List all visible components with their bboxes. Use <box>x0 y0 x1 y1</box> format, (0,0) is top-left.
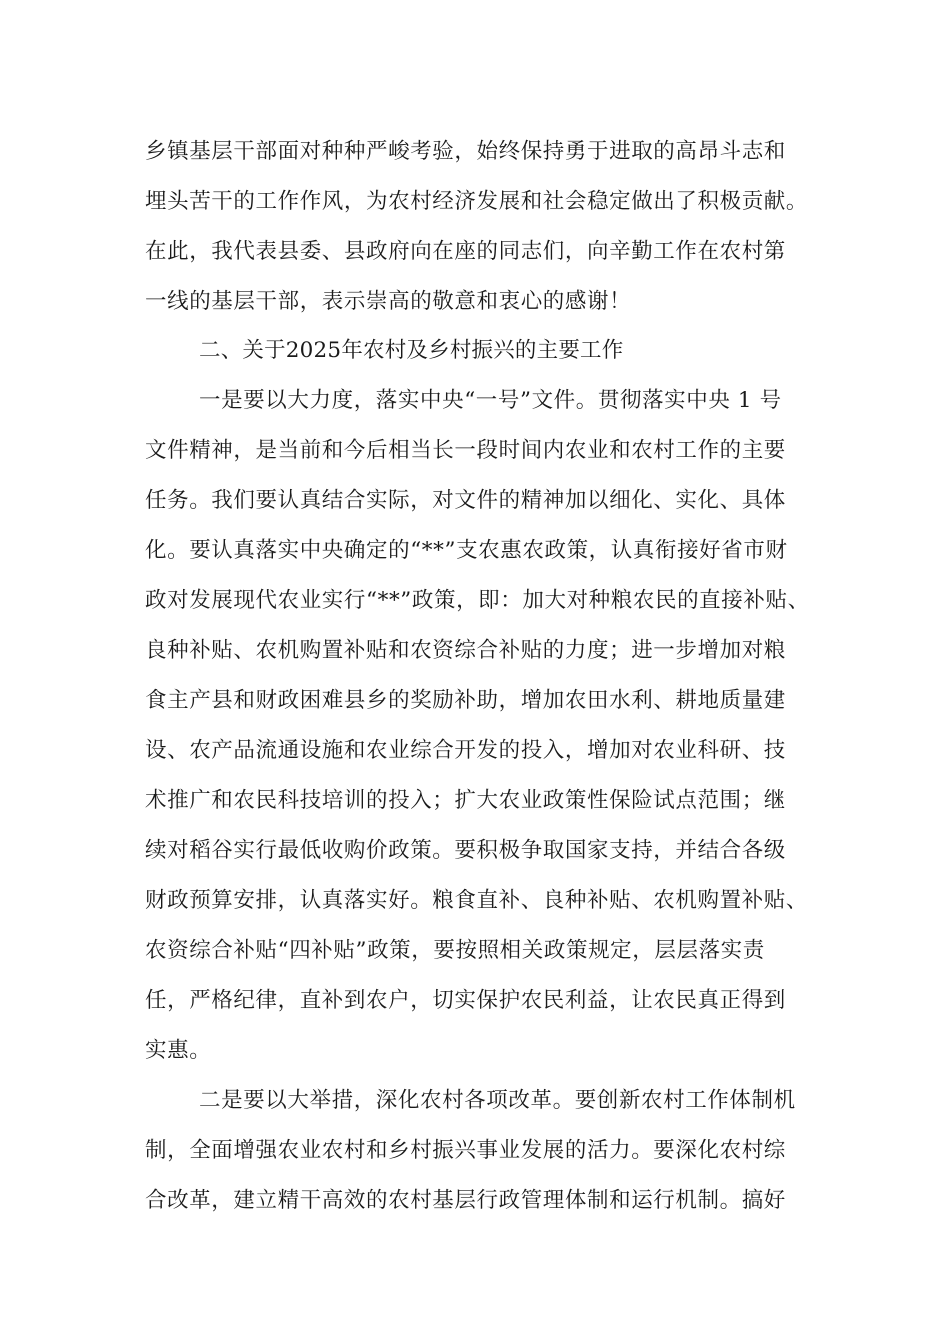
paragraph-line: 在此，我代表县委、县政府向在座的同志们，向辛勤工作在农村第 <box>145 239 786 264</box>
paragraph-line: 任，严格纪律，直补到农户，切实保护农民利益，让农民真正得到 <box>145 988 786 1013</box>
section-heading: 二、关于2025年农村及乡村振兴的主要工作 <box>199 338 624 363</box>
paragraph-line: 政对发展现代农业实行“**”政策，即：加大对种粮农民的直接补贴、 <box>145 588 810 613</box>
paragraph-line: 合改革，建立精干高效的农村基层行政管理体制和运行机制。搞好 <box>145 1188 786 1213</box>
paragraph-line: 食主产县和财政困难县乡的奖励补助，增加农田水利、耕地质量建 <box>145 688 786 713</box>
paragraph-line: 任务。我们要认真结合实际，对文件的精神加以细化、实化、具体 <box>145 488 786 513</box>
paragraph-line: 化。要认真落实中央确定的“**”支农惠农政策，认真衔接好省市财 <box>145 538 788 563</box>
paragraph-line: 二是要以大举措，深化农村各项改革。要创新农村工作体制机 <box>199 1088 796 1113</box>
paragraph-line: 文件精神，是当前和今后相当长一段时间内农业和农村工作的主要 <box>145 438 786 463</box>
paragraph-line: 埋头苦干的工作作风，为农村经济发展和社会稳定做出了积极贡献。 <box>145 189 809 214</box>
paragraph-line: 财政预算安排，认真落实好。粮食直补、良种补贴、农机购置补贴、 <box>145 888 809 913</box>
paragraph-line: 一是要以大力度，落实中央“一号”文件。贯彻落实中央 1 号 <box>199 388 782 413</box>
paragraph-line: 续对稻谷实行最低收购价政策。要积极争取国家支持，并结合各级 <box>145 838 786 863</box>
paragraph-line: 实惠。 <box>145 1038 212 1063</box>
paragraph-line: 良种补贴、农机购置补贴和农资综合补贴的力度；进一步增加对粮 <box>145 638 786 663</box>
paragraph-line: 制，全面增强农业农村和乡村振兴事业发展的活力。要深化农村综 <box>145 1138 786 1163</box>
paragraph-line: 设、农产品流通设施和农业综合开发的投入，增加对农业科研、技 <box>145 738 786 763</box>
paragraph-line: 农资综合补贴“四补贴”政策，要按照相关政策规定，层层落实责 <box>145 938 765 963</box>
paragraph-line: 乡镇基层干部面对种种严峻考验，始终保持勇于进取的高昂斗志和 <box>145 139 786 164</box>
paragraph-line: 一线的基层干部，表示崇高的敬意和衷心的感谢！ <box>145 289 632 314</box>
paragraph-line: 术推广和农民科技培训的投入；扩大农业政策性保险试点范围；继 <box>145 788 786 813</box>
